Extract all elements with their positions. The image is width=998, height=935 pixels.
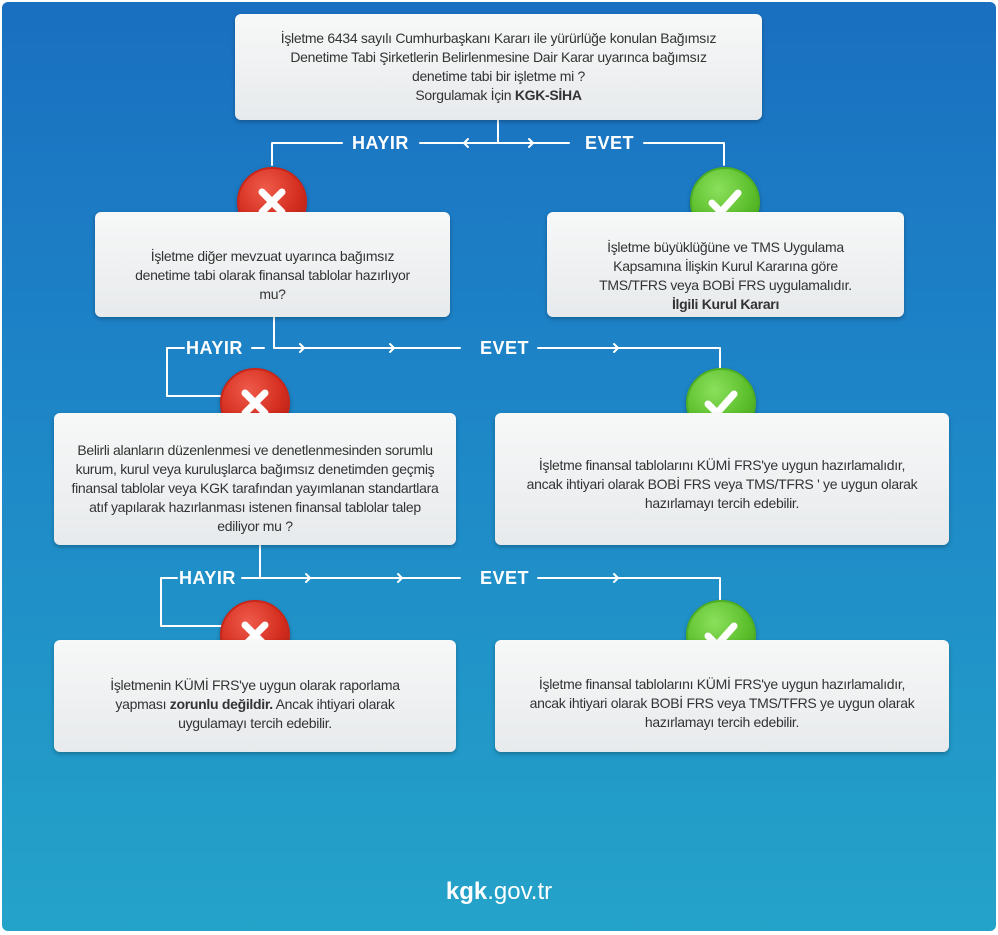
footer-brand: kgk bbox=[445, 878, 488, 905]
result-4-box bbox=[495, 640, 949, 752]
result-4-text: İşletme finansal tablolarını KÜMİ FRS'ye uygun hazırlamalıdır, ancak ihtiyari olarak BOBİ FRS veya TMS/TFRS ye uygun olarak hazırlamayı tercih edebilir. bbox=[529, 675, 915, 730]
branch-2-no-label: HAYIR bbox=[186, 338, 243, 358]
question-3-text: Belirli alanların düzenlenmesi ve denetlenmesinden sorumlu kurum, kurul veya kuruluşlarca bağımsız denetimden geçmiş finansal tablolar veya KGK tarafından yayımlanan standartlara atıf yapılarak hazırlanması istenen finansal tablolar talep ediliyor mu ? bbox=[71, 441, 439, 534]
result-1-text: İşletme büyüklüğüne ve TMS Uygulama Kapsamına İlişkin Kurul Kararına göre TMS/TFRS veya BOBİ FRS uygulamalıdır. bbox=[599, 238, 852, 293]
question-1-text: İşletme 6434 sayılı Cumhurbaşkanı Kararı ile yürürlüğe konulan Bağımsız Denetime Tabi Şirketlerin Belirlenmesine Dair Karar uyarınca bağımsız denetime tabi bir işletme mi ? bbox=[280, 30, 717, 84]
branch-1-no-label: HAYIR bbox=[352, 133, 409, 153]
question-2-box bbox=[95, 212, 450, 317]
kgk-siha-link[interactable]: KGK-SİHA bbox=[514, 87, 582, 103]
footer-logo bbox=[2, 878, 996, 906]
branch-3-no-label: HAYIR bbox=[179, 568, 236, 588]
result-3-text-after: Ancak ihtiyari olarak uygulamayı tercih edebilir. bbox=[178, 695, 395, 731]
result-1-box bbox=[547, 212, 904, 317]
question-2-text: İşletme diğer mevzuat uyarınca bağımsız denetime tabi olarak finansal tablolar hazırlıyor mu? bbox=[135, 248, 410, 302]
footer-domain: .gov.tr bbox=[487, 878, 553, 905]
branch-1-yes-label: EVET bbox=[585, 133, 635, 153]
branch-3-yes-label: EVET bbox=[480, 568, 530, 588]
flowchart-canvas bbox=[2, 2, 996, 931]
result-2-box bbox=[495, 413, 949, 545]
result-3-text: İşletmenin KÜMİ FRS'ye uygun olarak raporlama yapması bbox=[110, 676, 400, 712]
question-1-link-prefix: Sorgulamak İçin bbox=[415, 87, 515, 103]
result-3-box bbox=[54, 640, 456, 752]
question-1-box bbox=[235, 14, 762, 120]
result-3-bold: zorunlu değildir. bbox=[169, 695, 273, 712]
branch-2-yes-label: EVET bbox=[480, 338, 530, 358]
kurul-karari-link[interactable]: İlgili Kurul Kararı bbox=[671, 295, 780, 312]
question-3-box bbox=[54, 413, 456, 545]
result-2-text: İşletme finansal tablolarını KÜMİ FRS'ye uygun hazırlamalıdır, ancak ihtiyari olarak BOBİ FRS veya TMS/TFRS ' ye uygun olarak hazırlamayı tercih edebilir. bbox=[526, 456, 918, 511]
